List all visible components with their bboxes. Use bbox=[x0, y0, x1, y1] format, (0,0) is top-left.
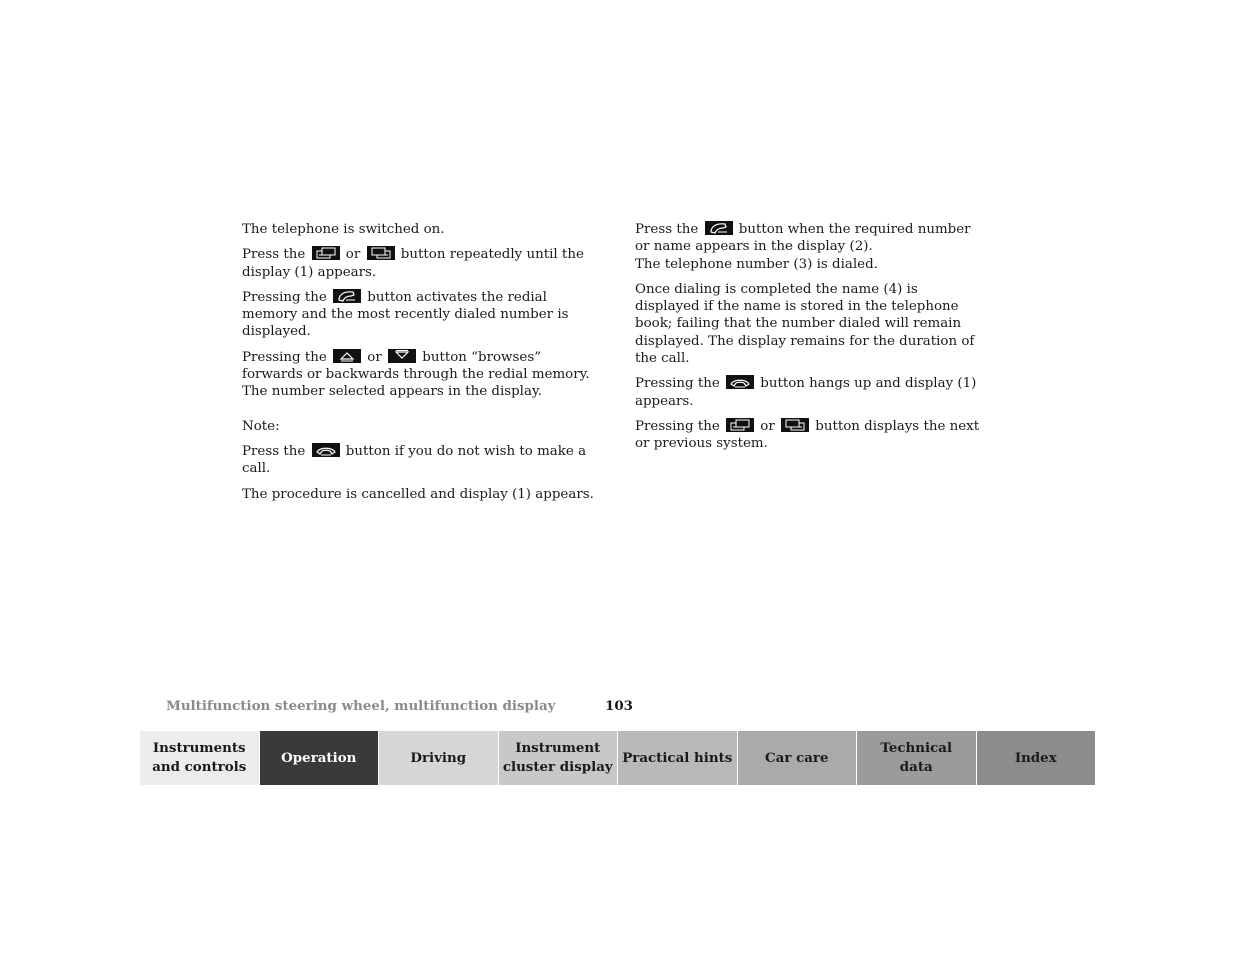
text: or bbox=[760, 418, 775, 434]
paragraph: Once dialing is completed the name (4) is displayed if the name is stored in the telephone book; failing that the number dialed will remain displayed. The display remains for the duration of the call. bbox=[635, 281, 975, 367]
section-title: Multifunction steering wheel, multifunction display bbox=[166, 698, 556, 714]
system-forward-icon bbox=[781, 418, 809, 432]
paragraph bbox=[635, 418, 985, 453]
paragraph bbox=[242, 246, 602, 281]
paragraph bbox=[635, 375, 985, 410]
phone-send-icon bbox=[333, 289, 361, 303]
text: Press the bbox=[242, 247, 306, 263]
text: Pressing the bbox=[242, 349, 327, 365]
right-column bbox=[635, 221, 985, 461]
text: or bbox=[367, 349, 382, 365]
text: Pressing the bbox=[242, 289, 327, 305]
text: The telephone number (3) is dialed. bbox=[635, 256, 878, 272]
paragraph: The procedure is cancelled and display (1) appears. bbox=[242, 486, 594, 502]
paragraph bbox=[242, 349, 602, 401]
system-back-icon bbox=[312, 246, 340, 260]
text: Pressing the bbox=[635, 418, 720, 434]
tab-practical-hints[interactable]: Practical hints bbox=[618, 731, 738, 785]
system-back-icon bbox=[726, 418, 754, 432]
text: button repeatedly until the display (1) appears. bbox=[242, 247, 584, 280]
text: or bbox=[345, 247, 361, 263]
text: button if you do not wish to make a call. bbox=[242, 443, 587, 477]
system-forward-icon bbox=[367, 246, 395, 260]
page-number: 103 bbox=[605, 698, 633, 714]
text: button when the required number or name appears in the display (2). bbox=[635, 222, 971, 255]
paragraph bbox=[242, 289, 602, 341]
arrow-up-icon bbox=[333, 349, 361, 363]
tab-operation[interactable]: Operation bbox=[260, 731, 380, 785]
tab-instrument-cluster-display[interactable]: Instrument cluster display bbox=[499, 731, 619, 785]
note-label: Note: bbox=[242, 418, 280, 434]
tab-driving[interactable]: Driving bbox=[379, 731, 499, 785]
text: Pressing the bbox=[635, 376, 720, 392]
paragraph: The telephone is switched on. bbox=[242, 222, 445, 237]
tab-index[interactable]: Index bbox=[977, 731, 1096, 785]
text: button hangs up and display (1) appears. bbox=[635, 376, 977, 409]
text: button displays the next or previous system. bbox=[635, 418, 980, 452]
text: Press the bbox=[242, 443, 306, 459]
left-column bbox=[242, 221, 602, 511]
paragraph bbox=[635, 221, 985, 273]
arrow-down-icon bbox=[388, 349, 416, 363]
text: Press the bbox=[635, 222, 699, 237]
phone-end-icon bbox=[726, 375, 754, 389]
text: button “browses” forwards or backwards through the redial memory. The number selected appears in the display. bbox=[242, 349, 590, 400]
tab-car-care[interactable]: Car care bbox=[738, 731, 858, 785]
phone-send-icon bbox=[705, 221, 733, 235]
paragraph bbox=[242, 443, 602, 478]
section-nav bbox=[140, 731, 1095, 785]
tab-technical-data[interactable]: Technical data bbox=[857, 731, 977, 785]
text: button activates the redial memory and the most recently dialed number is displayed. bbox=[242, 289, 569, 340]
tab-instruments-and-controls[interactable]: Instruments and controls bbox=[140, 731, 260, 785]
phone-end-icon bbox=[312, 443, 340, 457]
